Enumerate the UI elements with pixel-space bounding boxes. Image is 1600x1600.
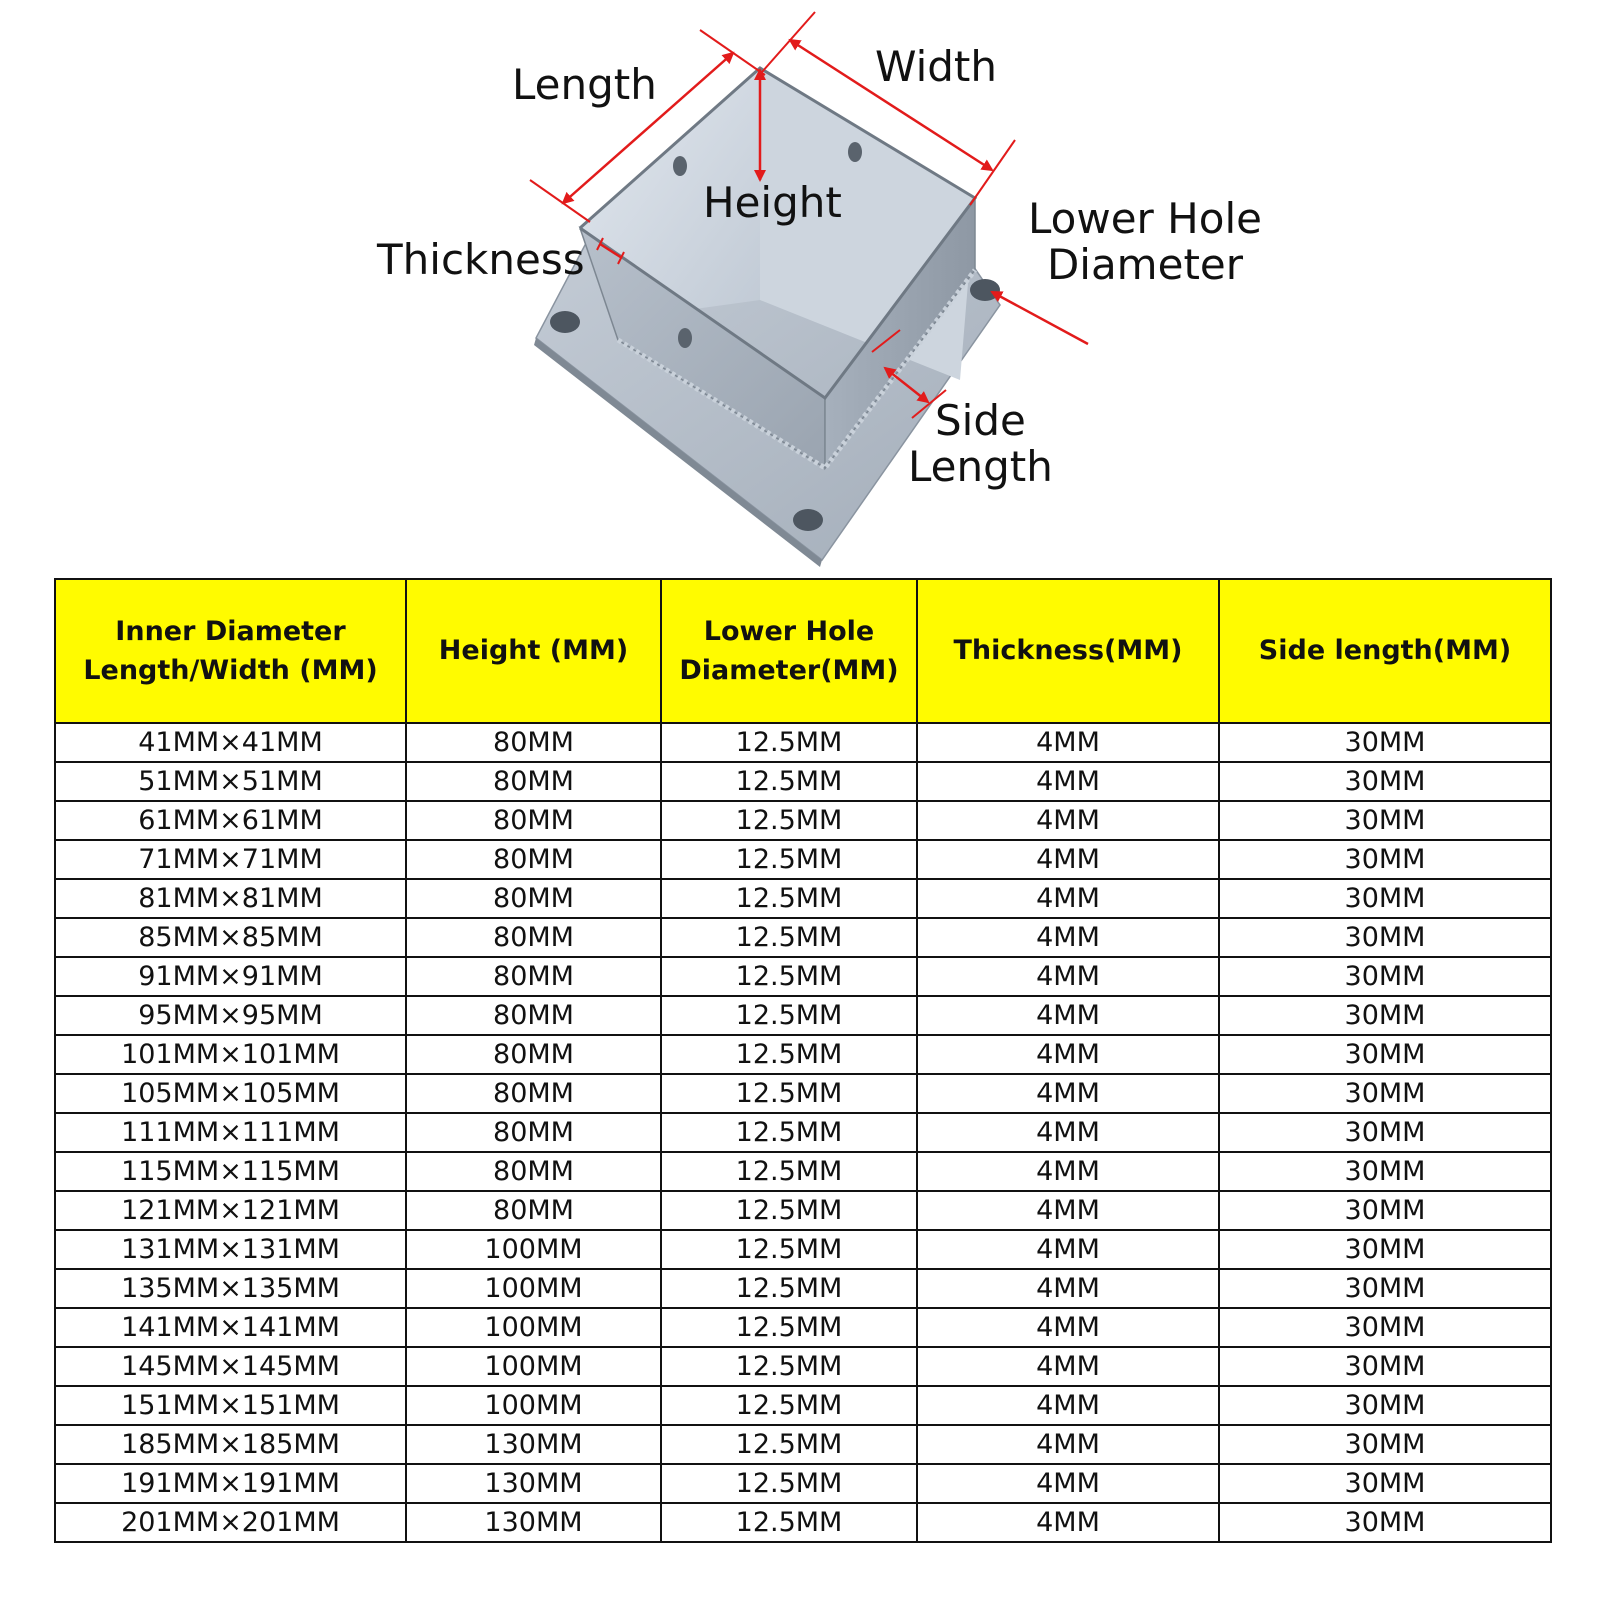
cell-height: 80MM (406, 723, 661, 762)
cell-height: 80MM (406, 1191, 661, 1230)
cell-side-length: 30MM (1219, 918, 1551, 957)
cell-inner-diameter: 131MM×131MM (55, 1230, 406, 1269)
cell-lower-hole-diameter: 12.5MM (661, 801, 917, 840)
cell-height: 130MM (406, 1464, 661, 1503)
cell-side-length: 30MM (1219, 1269, 1551, 1308)
cell-lower-hole-diameter: 12.5MM (661, 840, 917, 879)
cell-thickness: 4MM (917, 996, 1219, 1035)
table-row (55, 1269, 1551, 1308)
cell-lower-hole-diameter: 12.5MM (661, 996, 917, 1035)
cell-lower-hole-diameter: 12.5MM (661, 1191, 917, 1230)
thickness-label: Thickness (377, 235, 585, 284)
table-row (55, 1113, 1551, 1152)
specification-table (54, 578, 1552, 1543)
table-row (55, 879, 1551, 918)
cell-thickness: 4MM (917, 879, 1219, 918)
cell-inner-diameter: 101MM×101MM (55, 1035, 406, 1074)
side-length-label (908, 398, 1053, 490)
table-row (55, 1308, 1551, 1347)
cell-inner-diameter: 185MM×185MM (55, 1425, 406, 1464)
cell-side-length: 30MM (1219, 1347, 1551, 1386)
post-base-diagram (0, 0, 1600, 570)
cell-thickness: 4MM (917, 1269, 1219, 1308)
header-lower-hole-diameter (661, 579, 917, 723)
cell-side-length: 30MM (1219, 1074, 1551, 1113)
cell-lower-hole-diameter: 12.5MM (661, 918, 917, 957)
height-label: Height (703, 178, 842, 227)
cell-side-length: 30MM (1219, 1113, 1551, 1152)
cell-side-length: 30MM (1219, 1503, 1551, 1542)
cell-lower-hole-diameter: 12.5MM (661, 723, 917, 762)
header-row (55, 579, 1551, 723)
wall-hole-left (673, 156, 687, 176)
cell-height: 80MM (406, 918, 661, 957)
wall-hole-front (678, 328, 692, 348)
spec-table-header (55, 579, 1551, 723)
width-label: Width (875, 42, 998, 91)
cell-side-length: 30MM (1219, 1035, 1551, 1074)
header-lower-hole-line1: Lower Hole (703, 615, 875, 647)
width-extension-right (970, 140, 1015, 205)
cell-lower-hole-diameter: 12.5MM (661, 1308, 917, 1347)
table-row (55, 840, 1551, 879)
spec-table-body (55, 723, 1551, 1542)
length-label: Length (512, 60, 657, 109)
cell-height: 80MM (406, 996, 661, 1035)
cell-height: 80MM (406, 1074, 661, 1113)
header-side-length (1219, 579, 1551, 723)
cell-height: 130MM (406, 1503, 661, 1542)
cell-lower-hole-diameter: 12.5MM (661, 1152, 917, 1191)
cell-thickness: 4MM (917, 1074, 1219, 1113)
cell-inner-diameter: 81MM×81MM (55, 879, 406, 918)
lower-hole-leader-arrow (992, 292, 1088, 344)
cell-height: 100MM (406, 1386, 661, 1425)
cell-side-length: 30MM (1219, 996, 1551, 1035)
lower-hole-label-line2: Diameter (1046, 240, 1244, 290)
cell-thickness: 4MM (917, 1503, 1219, 1542)
cell-side-length: 30MM (1219, 1152, 1551, 1191)
lower-hole-diameter-label (1028, 196, 1262, 288)
cell-height: 80MM (406, 801, 661, 840)
cell-side-length: 30MM (1219, 1386, 1551, 1425)
post-base-illustration (0, 0, 1600, 570)
header-inner-diameter-line1: Inner Diameter (115, 615, 346, 647)
cell-inner-diameter: 141MM×141MM (55, 1308, 406, 1347)
cell-thickness: 4MM (917, 723, 1219, 762)
table-row (55, 1074, 1551, 1113)
cell-inner-diameter: 151MM×151MM (55, 1386, 406, 1425)
cell-side-length: 30MM (1219, 723, 1551, 762)
width-extension-left (762, 12, 815, 72)
cell-height: 80MM (406, 1035, 661, 1074)
cell-inner-diameter: 115MM×115MM (55, 1152, 406, 1191)
cell-side-length: 30MM (1219, 762, 1551, 801)
table-row (55, 1503, 1551, 1542)
cell-thickness: 4MM (917, 1347, 1219, 1386)
cell-lower-hole-diameter: 12.5MM (661, 1035, 917, 1074)
cell-side-length: 30MM (1219, 1464, 1551, 1503)
cell-height: 100MM (406, 1308, 661, 1347)
cell-lower-hole-diameter: 12.5MM (661, 1425, 917, 1464)
cell-thickness: 4MM (917, 918, 1219, 957)
plate-hole-right (970, 279, 1000, 301)
cell-height: 80MM (406, 840, 661, 879)
cell-height: 80MM (406, 957, 661, 996)
header-inner-diameter-line2: Length/Width (MM) (83, 655, 378, 686)
cell-inner-diameter: 135MM×135MM (55, 1269, 406, 1308)
lower-hole-label-line1: Lower Hole (1028, 194, 1262, 243)
cell-thickness: 4MM (917, 1425, 1219, 1464)
cell-inner-diameter: 91MM×91MM (55, 957, 406, 996)
table-row (55, 1152, 1551, 1191)
table-row (55, 1386, 1551, 1425)
cell-thickness: 4MM (917, 1113, 1219, 1152)
cell-thickness: 4MM (917, 1464, 1219, 1503)
cell-inner-diameter: 121MM×121MM (55, 1191, 406, 1230)
cell-side-length: 30MM (1219, 1308, 1551, 1347)
table-row (55, 1191, 1551, 1230)
cell-lower-hole-diameter: 12.5MM (661, 1386, 917, 1425)
cell-height: 100MM (406, 1230, 661, 1269)
cell-lower-hole-diameter: 12.5MM (661, 957, 917, 996)
table-row (55, 1464, 1551, 1503)
header-height-line1: Height (MM) (438, 635, 629, 667)
cell-side-length: 30MM (1219, 801, 1551, 840)
cell-height: 80MM (406, 1113, 661, 1152)
table-row (55, 1230, 1551, 1269)
side-length-label-line2: Length (908, 442, 1053, 492)
cell-inner-diameter: 85MM×85MM (55, 918, 406, 957)
header-side-length-line1: Side length(MM) (1258, 635, 1512, 667)
cell-inner-diameter: 201MM×201MM (55, 1503, 406, 1542)
cell-lower-hole-diameter: 12.5MM (661, 1230, 917, 1269)
cell-thickness: 4MM (917, 762, 1219, 801)
cell-lower-hole-diameter: 12.5MM (661, 1269, 917, 1308)
cell-thickness: 4MM (917, 1035, 1219, 1074)
cell-lower-hole-diameter: 12.5MM (661, 1074, 917, 1113)
cell-lower-hole-diameter: 12.5MM (661, 1464, 917, 1503)
cell-lower-hole-diameter: 12.5MM (661, 1113, 917, 1152)
cell-height: 80MM (406, 762, 661, 801)
cell-thickness: 4MM (917, 957, 1219, 996)
cell-thickness: 4MM (917, 840, 1219, 879)
cell-thickness: 4MM (917, 1152, 1219, 1191)
side-length-label-line1: Side (935, 396, 1026, 445)
header-thickness (917, 579, 1219, 723)
cell-side-length: 30MM (1219, 879, 1551, 918)
cell-inner-diameter: 111MM×111MM (55, 1113, 406, 1152)
header-height (406, 579, 661, 723)
wall-hole-back (848, 142, 862, 162)
cell-inner-diameter: 71MM×71MM (55, 840, 406, 879)
table-row (55, 801, 1551, 840)
cell-height: 100MM (406, 1269, 661, 1308)
cell-side-length: 30MM (1219, 1230, 1551, 1269)
cell-lower-hole-diameter: 12.5MM (661, 762, 917, 801)
cell-inner-diameter: 145MM×145MM (55, 1347, 406, 1386)
cell-thickness: 4MM (917, 1230, 1219, 1269)
cell-side-length: 30MM (1219, 840, 1551, 879)
cell-inner-diameter: 95MM×95MM (55, 996, 406, 1035)
table-row (55, 1035, 1551, 1074)
cell-lower-hole-diameter: 12.5MM (661, 879, 917, 918)
cell-side-length: 30MM (1219, 957, 1551, 996)
cell-height: 80MM (406, 879, 661, 918)
cell-inner-diameter: 51MM×51MM (55, 762, 406, 801)
table-row (55, 996, 1551, 1035)
table-row (55, 723, 1551, 762)
cell-inner-diameter: 41MM×41MM (55, 723, 406, 762)
cell-thickness: 4MM (917, 1386, 1219, 1425)
cell-lower-hole-diameter: 12.5MM (661, 1503, 917, 1542)
cell-thickness: 4MM (917, 801, 1219, 840)
table-row (55, 1347, 1551, 1386)
table-row (55, 762, 1551, 801)
cell-side-length: 30MM (1219, 1425, 1551, 1464)
plate-hole-bottom (793, 509, 823, 531)
cell-thickness: 4MM (917, 1308, 1219, 1347)
table-row (55, 957, 1551, 996)
cell-height: 80MM (406, 1152, 661, 1191)
table-row (55, 1425, 1551, 1464)
plate-hole-left (550, 311, 580, 333)
cell-inner-diameter: 61MM×61MM (55, 801, 406, 840)
cell-inner-diameter: 105MM×105MM (55, 1074, 406, 1113)
cell-lower-hole-diameter: 12.5MM (661, 1347, 917, 1386)
cell-inner-diameter: 191MM×191MM (55, 1464, 406, 1503)
header-thickness-line1: Thickness(MM) (953, 635, 1183, 667)
cell-side-length: 30MM (1219, 1191, 1551, 1230)
header-lower-hole-line2: Diameter(MM) (679, 655, 899, 686)
cell-height: 130MM (406, 1425, 661, 1464)
cell-height: 100MM (406, 1347, 661, 1386)
cell-thickness: 4MM (917, 1191, 1219, 1230)
table-row (55, 918, 1551, 957)
header-inner-diameter (55, 579, 406, 723)
